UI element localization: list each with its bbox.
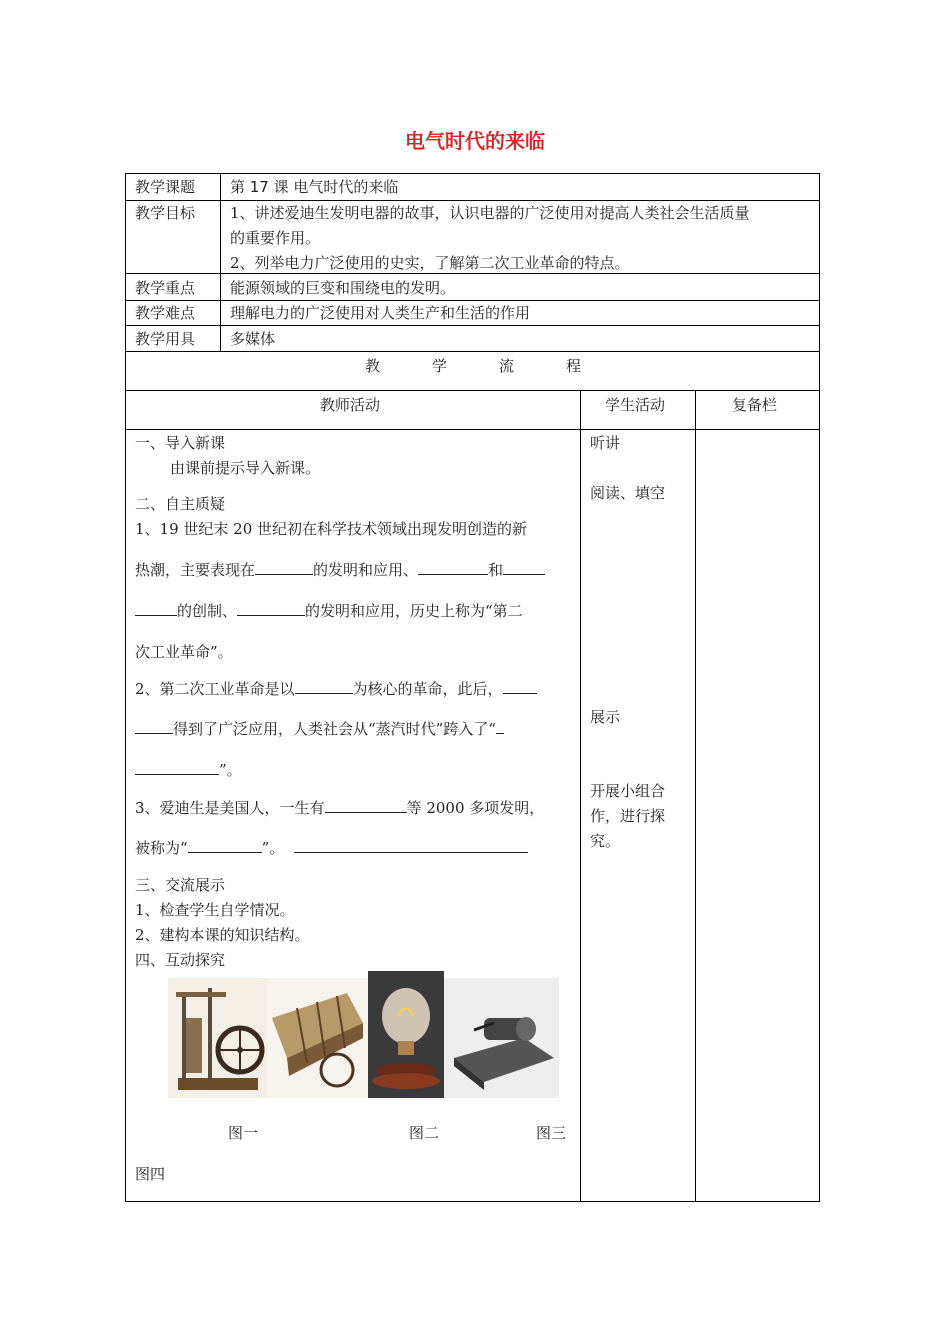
q2-line-3: ”。 bbox=[135, 760, 242, 780]
student-activity-3: 展示 bbox=[590, 708, 621, 726]
caption-4: 图四 bbox=[135, 1165, 166, 1183]
steam-engine-image bbox=[168, 978, 267, 1098]
value-tools: 多媒体 bbox=[230, 330, 276, 348]
section-4-heading: 四、互动探究 bbox=[135, 951, 226, 969]
flow-heading bbox=[0, 356, 950, 376]
value-key-points: 能源领域的巨变和围绕电的发明。 bbox=[230, 279, 456, 297]
flow-char: 教 bbox=[365, 357, 381, 375]
col-review: 复备栏 bbox=[732, 396, 778, 414]
q3-line-2: 被称为“ ”。 bbox=[135, 838, 528, 858]
student-activity-4-line-3: 究。 bbox=[590, 832, 621, 850]
student-activity-4-line-1: 开展小组合 bbox=[590, 782, 666, 800]
label-objectives: 教学目标 bbox=[135, 204, 196, 222]
section-3-item-2: 2、建构本课的知识结构。 bbox=[135, 926, 310, 944]
page-title: 电气时代的来临 bbox=[405, 129, 545, 153]
section-3-item-1: 1、检查学生自学情况。 bbox=[135, 901, 295, 919]
caption-2: 图二 bbox=[409, 1124, 440, 1142]
objective-line-3: 2、列举电力广泛使用的史实，了解第二次工业革命的特点。 bbox=[230, 254, 630, 272]
q1-line-4: 次工业革命”。 bbox=[135, 643, 233, 661]
q2-line-2: 得到了广泛应用，人类社会从“蒸汽时代”跨入了“ bbox=[135, 719, 504, 739]
section-2-heading: 二、自主质疑 bbox=[135, 495, 226, 513]
section-1-text: 由课前提示导入新课。 bbox=[170, 459, 321, 477]
label-difficulties: 教学难点 bbox=[135, 304, 196, 322]
flow-char: 程 bbox=[566, 357, 582, 375]
student-activity-1: 听讲 bbox=[590, 434, 621, 452]
flow-char: 流 bbox=[499, 357, 515, 375]
q2-line-1: 2、第二次工业革命是以 为核心的革命，此后， bbox=[135, 679, 537, 699]
label-topic: 教学课题 bbox=[135, 178, 196, 196]
section-3-heading: 三、交流展示 bbox=[135, 876, 226, 894]
q1-line-3: 的创制、 的发明和应用，历史上称为“第二 bbox=[135, 601, 523, 621]
q1-line-1: 1、19 世纪末 20 世纪初在科学技术领域出现发明创造的新 bbox=[135, 520, 528, 538]
caption-1: 图一 bbox=[228, 1124, 259, 1142]
flow-char: 学 bbox=[432, 357, 448, 375]
value-topic: 第 17 课 电气时代的来临 bbox=[230, 178, 399, 196]
q3-line-1: 3、爱迪生是美国人，一生有 等 2000 多项发明， bbox=[135, 799, 545, 817]
student-activity-4-line-2: 作，进行探 bbox=[590, 807, 666, 825]
label-tools: 教学用具 bbox=[135, 330, 196, 348]
objective-line-1: 1、讲述爱迪生发明电器的故事，认识电器的广泛使用对提高人类社会生活质量 bbox=[230, 204, 750, 222]
spinning-machine-image bbox=[267, 978, 368, 1098]
student-activity-2: 阅读、填空 bbox=[590, 484, 666, 502]
q1-line-2: 热潮，主要表现在 的发明和应用、 和 bbox=[135, 560, 545, 580]
value-difficulties: 理解电力的广泛使用对人类生产和生活的作用 bbox=[230, 304, 531, 322]
caption-3: 图三 bbox=[536, 1124, 567, 1142]
phonograph-image bbox=[444, 978, 559, 1098]
objective-line-2: 的重要作用。 bbox=[230, 229, 321, 247]
col-teacher: 教师活动 bbox=[320, 396, 381, 414]
light-bulb-image bbox=[368, 971, 444, 1098]
col-student: 学生活动 bbox=[605, 396, 666, 414]
section-1-heading: 一、导入新课 bbox=[135, 434, 226, 452]
label-key-points: 教学重点 bbox=[135, 279, 196, 297]
